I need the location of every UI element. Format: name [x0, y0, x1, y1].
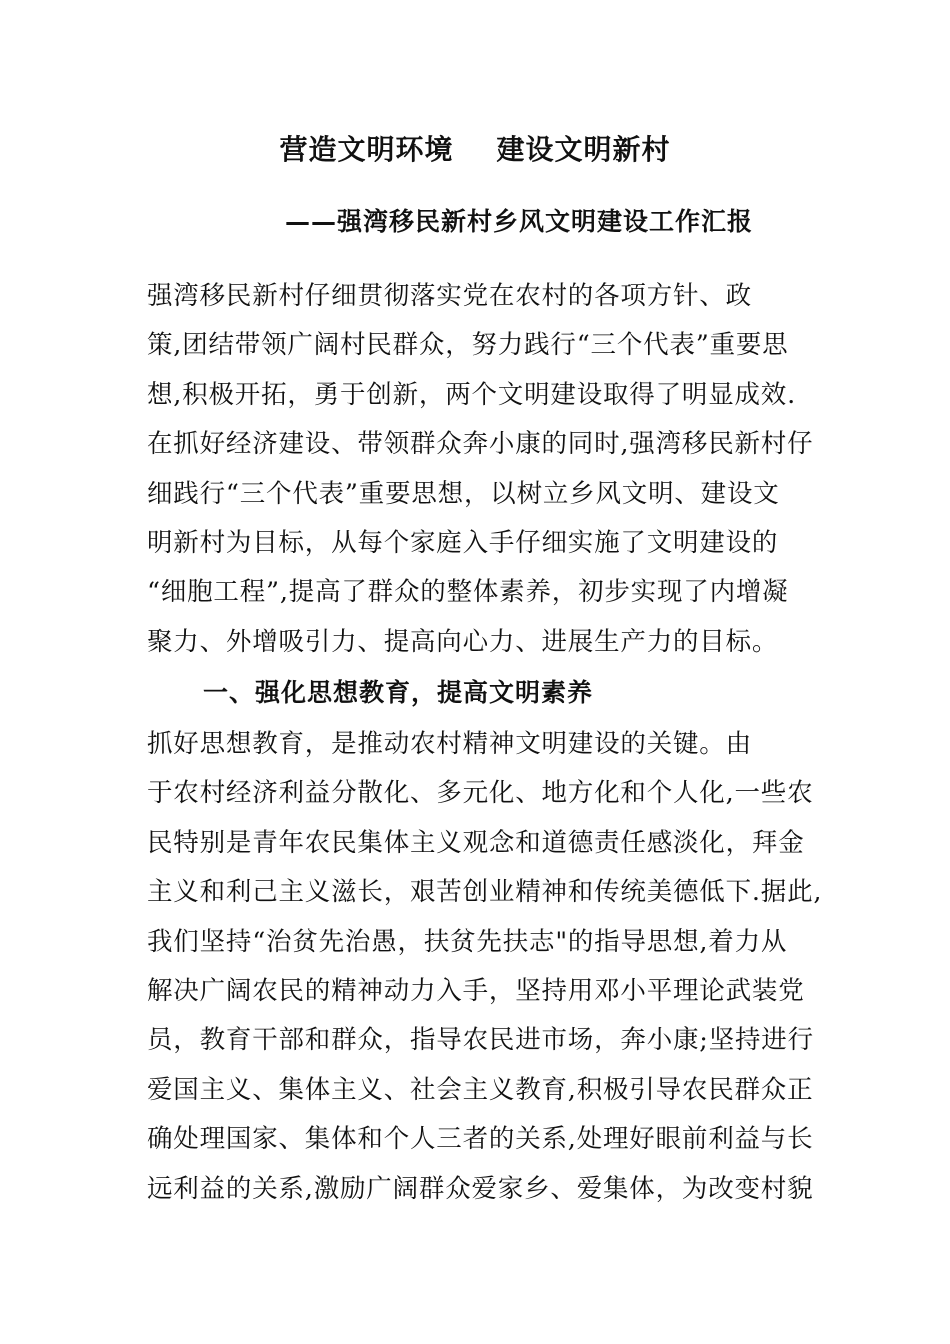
- paragraph-line: 明新村为目标，从每个家庭入手仔细实施了文明建设的: [147, 527, 779, 558]
- paragraph-line: 细践行“三个代表”重要思想，以树立乡风文明、建设文: [147, 478, 780, 509]
- paragraph-line: 解决广阔农民的精神动力入手，坚持用邓小平理论武装党: [147, 975, 805, 1006]
- document-title: 营造文明环境 建设文明新村: [279, 133, 671, 166]
- document-subtitle: ——强湾移民新村乡风文明建设工作汇报: [285, 207, 754, 236]
- paragraph-line: 民特别是青年农民集体主义观念和道德责任感淡化，拜金: [147, 827, 805, 858]
- paragraph-line: 爱国主义、集体主义、社会主义教育,积极引导农民群众正: [147, 1074, 814, 1105]
- paragraph-line: 强湾移民新村仔细贯彻落实党在农村的各项方针、政: [147, 281, 752, 311]
- paragraph-line: 策,团结带领广阔村民群众，努力践行“三个代表”重要思: [147, 330, 789, 361]
- paragraph-line: 远利益的关系,激励广阔群众爱家乡、爱集体，为改变村貌: [147, 1173, 814, 1204]
- paragraph-line: 聚力、外增吸引力、提高向心力、进展生产力的目标。: [147, 626, 779, 657]
- paragraph-line: 抓好思想教育，是推动农村精神文明建设的关键。由: [147, 729, 752, 759]
- paragraph-section-1: [147, 720, 837, 1214]
- paragraph-line: “细胞工程”,提高了群众的整体素养，初步实现了内增凝: [147, 577, 789, 608]
- paragraph-line: 我们坚持“治贫先治愚，扶贫先扶志"的指导思想,着力从: [147, 926, 788, 957]
- paragraph-line: 员，教育干部和群众，指导农民进市场，奔小康;坚持进行: [147, 1025, 814, 1056]
- paragraph-line: 于农村经济利益分散化、多元化、地方化和个人化,一些农: [147, 778, 814, 809]
- section-heading: 一、强化思想教育，提高文明素养: [203, 678, 594, 707]
- paragraph-line: 确处理国家、集体和个人三者的关系,处理好眼前利益与长: [147, 1124, 814, 1155]
- paragraph-intro: [147, 272, 837, 667]
- paragraph-line: 主义和利己主义滋长，艰苦创业精神和传统美德低下.据此,: [147, 877, 823, 908]
- paragraph-line: 想,积极开拓，勇于创新，两个文明建设取得了明显成效.: [147, 379, 797, 410]
- paragraph-line: 在抓好经济建设、带领群众奔小康的同时,强湾移民新村仔: [147, 429, 814, 460]
